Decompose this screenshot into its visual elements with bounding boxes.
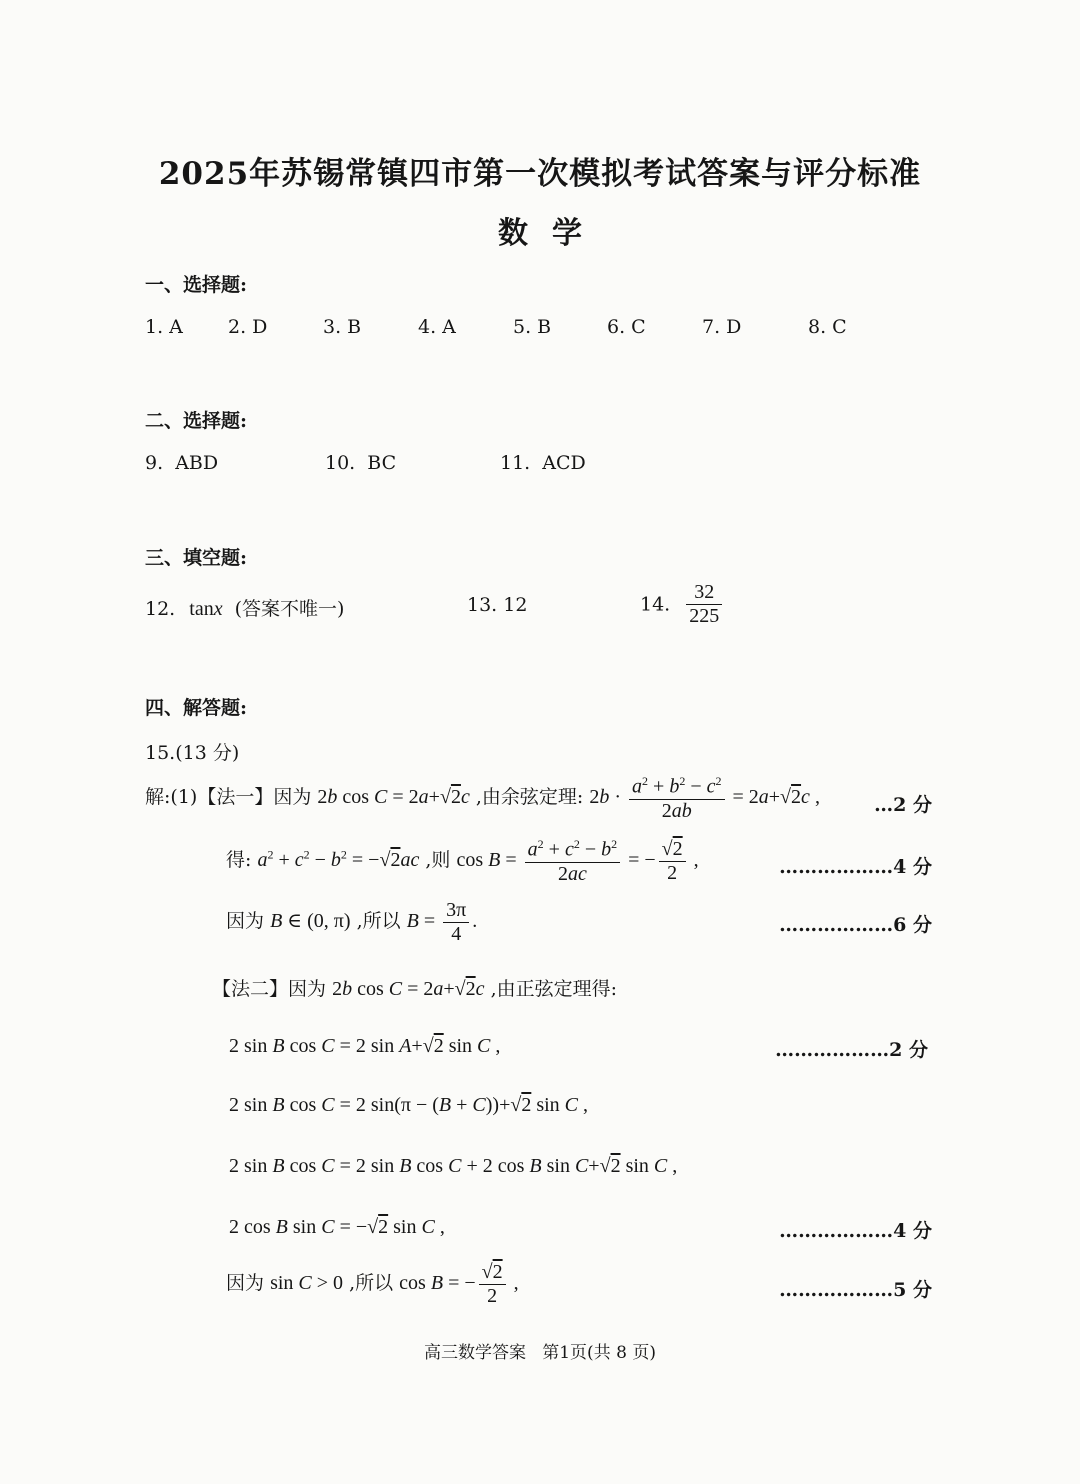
answer-10: 10. BC	[325, 452, 397, 474]
q15-header: 15.(13 分)	[145, 742, 240, 764]
page-title: 2025年苏锡常镇四市第一次模拟考试答案与评分标准	[158, 156, 922, 192]
method1-line1: 解:(1)【法一】因为 2b cos C = 2a+√2c ,由余弦定理: 2b · $\frac{a^2 + b^2 - c^2}{2ab}$ = 2a+√2c ,	[145, 774, 820, 822]
answer-12: 12. tanx (答案不唯一)	[145, 598, 345, 620]
fraction-32-225: $\frac{32}{225}$	[686, 582, 722, 627]
answer-1: 1. A	[145, 316, 183, 338]
answer-3: 3. B	[323, 316, 362, 338]
method2-line5: 因为 sin C > 0 ,所以 cos B = − $\frac{√2}{2}$ ,	[226, 1261, 519, 1307]
answer-6: 6. C	[607, 316, 646, 338]
answer-11: 11. ACD	[500, 452, 586, 474]
section-heading-fill: 三、填空题:	[145, 547, 248, 569]
method2-intro: 【法二】因为 2b cos C = 2a+√2c ,由正弦定理得:	[212, 978, 618, 1000]
score-6: ………………6 分	[779, 914, 932, 936]
score-4: ………………4 分	[779, 856, 932, 878]
answer-8: 8. C	[808, 316, 847, 338]
answer-13: 13. 12	[467, 594, 528, 616]
answer-9: 9. ABD	[145, 452, 219, 474]
method2-line2: 2 sin B cos C = 2 sin(π − (B + C))+√2 sin C ,	[229, 1094, 589, 1116]
method2-line4: 2 cos B sin C = −√2 sin C ,	[229, 1216, 445, 1238]
score-5-method2: ………………5 分	[779, 1279, 932, 1301]
answer-4: 4. A	[418, 316, 456, 338]
section-heading-choice-1: 一、选择题:	[145, 274, 248, 296]
answer-2: 2. D	[228, 316, 268, 338]
method2-line1: 2 sin B cos C = 2 sin A+√2 sin C ,	[229, 1035, 501, 1057]
method1-line3: 因为 B ∈ (0, π) ,所以 B = $\frac{3\pi}{4}$ .	[226, 899, 478, 945]
method1-line2: 得: $a^2 + c^2 - b^2 = -√2ac$ ,则 cos B = $\frac{a^2 + c^2 - b^2}{2ac}$ = − $\frac{√2}{2}$ ,	[226, 837, 699, 885]
answer-7: 7. D	[702, 316, 742, 338]
answer-14: 14. $\frac{32}{225}$	[640, 582, 725, 627]
score-2: …2 分	[874, 794, 932, 816]
method2-line3: 2 sin B cos C = 2 sin B cos C + 2 cos B sin C+√2 sin C ,	[229, 1155, 678, 1177]
page-footer: 高三数学答案 第1页(共 8 页)	[424, 1343, 656, 1363]
answer-5: 5. B	[513, 316, 552, 338]
subject-title: 数学	[498, 216, 606, 251]
score-4-method2: ………………4 分	[779, 1220, 932, 1242]
score-2-method2: ………………2 分	[775, 1039, 928, 1061]
section-heading-solve: 四、解答题:	[145, 697, 248, 719]
section-heading-choice-2: 二、选择题:	[145, 410, 248, 432]
